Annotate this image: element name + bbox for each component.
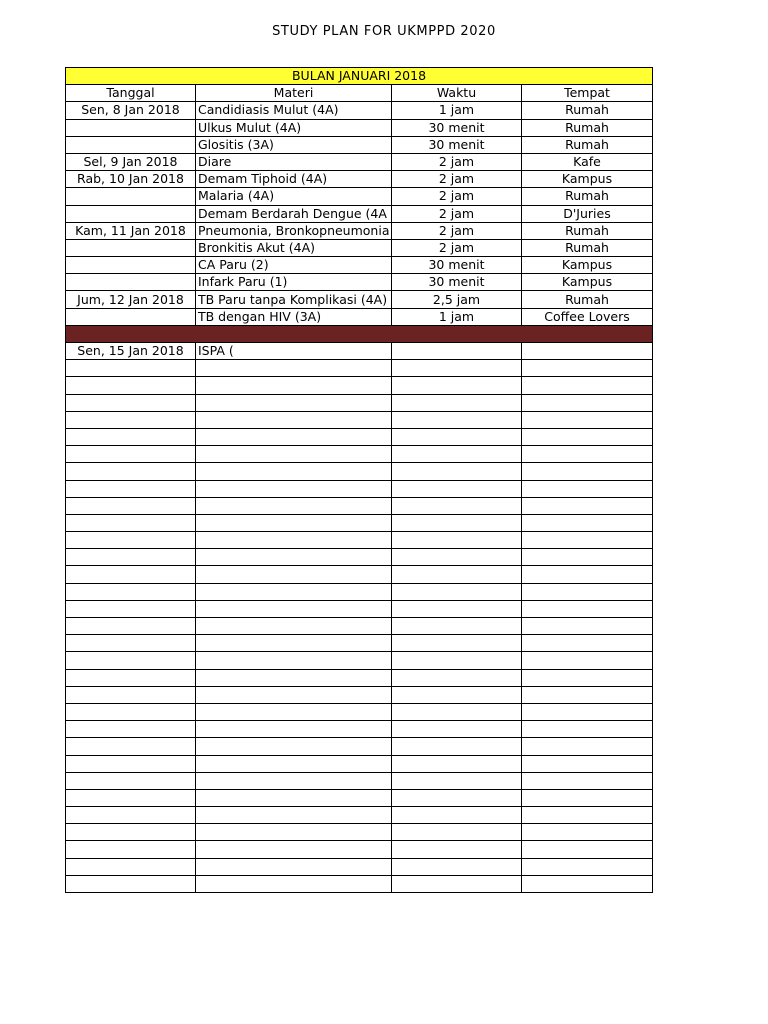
cell-tanggal[interactable] <box>66 257 196 274</box>
table-row <box>66 583 653 600</box>
cell-tempat[interactable] <box>522 721 653 738</box>
cell-waktu[interactable] <box>392 343 522 360</box>
cell-waktu[interactable] <box>392 583 522 600</box>
cell-tempat[interactable] <box>522 583 653 600</box>
table-row <box>66 652 653 669</box>
cell-tempat[interactable]: Rumah <box>522 291 653 308</box>
cell-tempat[interactable] <box>522 514 653 531</box>
cell-tempat[interactable]: Rumah <box>522 119 653 136</box>
table-row <box>66 875 653 892</box>
cell-materi[interactable] <box>196 789 392 806</box>
table-row <box>66 600 653 617</box>
cell-tanggal[interactable] <box>66 669 196 686</box>
cell-materi[interactable] <box>196 394 392 411</box>
cell-tanggal[interactable] <box>66 858 196 875</box>
cell-waktu[interactable]: 2 jam <box>392 153 522 170</box>
cell-tempat[interactable] <box>522 549 653 566</box>
cell-materi[interactable] <box>196 635 392 652</box>
cell-materi[interactable] <box>196 600 392 617</box>
cell-waktu[interactable] <box>392 497 522 514</box>
cell-tempat[interactable]: Kafe <box>522 153 653 170</box>
cell-materi[interactable]: Malaria (4A) <box>196 188 392 205</box>
cell-tanggal[interactable] <box>66 703 196 720</box>
table-row <box>66 841 653 858</box>
cell-tempat[interactable] <box>522 618 653 635</box>
header-materi[interactable]: Materi <box>196 85 392 102</box>
cell-tanggal[interactable] <box>66 652 196 669</box>
table-row <box>66 308 653 325</box>
table-row <box>66 789 653 806</box>
table-row <box>66 738 653 755</box>
cell-tanggal[interactable] <box>66 136 196 153</box>
cell-tanggal[interactable] <box>66 721 196 738</box>
table-row <box>66 136 653 153</box>
cell-waktu[interactable] <box>392 532 522 549</box>
cell-waktu[interactable] <box>392 480 522 497</box>
cell-materi[interactable] <box>196 463 392 480</box>
table-row <box>66 274 653 291</box>
cell-tempat[interactable] <box>522 566 653 583</box>
cell-tanggal[interactable] <box>66 394 196 411</box>
page-title: STUDY PLAN FOR UKMPPD 2020 <box>272 24 496 39</box>
cell-waktu[interactable] <box>392 738 522 755</box>
cell-tempat[interactable] <box>522 343 653 360</box>
cell-materi[interactable] <box>196 721 392 738</box>
cell-waktu[interactable] <box>392 394 522 411</box>
cell-tanggal[interactable] <box>66 618 196 635</box>
cell-tempat[interactable]: Rumah <box>522 136 653 153</box>
cell-waktu[interactable] <box>392 446 522 463</box>
cell-materi[interactable]: Glositis (3A) <box>196 136 392 153</box>
cell-materi[interactable] <box>196 875 392 892</box>
cell-tempat[interactable] <box>522 446 653 463</box>
cell-waktu[interactable]: 2 jam <box>392 188 522 205</box>
cell-tempat[interactable]: Rumah <box>522 239 653 256</box>
cell-tempat[interactable]: Coffee Lovers <box>522 308 653 325</box>
cell-materi[interactable] <box>196 411 392 428</box>
cell-materi[interactable] <box>196 360 392 377</box>
table-row <box>66 807 653 824</box>
table-row <box>66 239 653 256</box>
table-row <box>66 824 653 841</box>
cell-tanggal[interactable]: Rab, 10 Jan 2018 <box>66 171 196 188</box>
cell-waktu[interactable] <box>392 428 522 445</box>
table-row <box>66 703 653 720</box>
cell-tempat[interactable] <box>522 807 653 824</box>
table-row <box>66 343 653 360</box>
cell-tanggal[interactable] <box>66 789 196 806</box>
table-row <box>66 394 653 411</box>
cell-waktu[interactable] <box>392 635 522 652</box>
cell-tempat[interactable] <box>522 772 653 789</box>
cell-tempat[interactable] <box>522 394 653 411</box>
table-row <box>66 446 653 463</box>
cell-materi[interactable] <box>196 532 392 549</box>
cell-materi[interactable] <box>196 428 392 445</box>
table-row <box>66 618 653 635</box>
week-separator-row <box>66 325 653 342</box>
cell-waktu[interactable] <box>392 721 522 738</box>
cell-waktu[interactable] <box>392 652 522 669</box>
cell-tempat[interactable] <box>522 428 653 445</box>
cell-materi[interactable] <box>196 824 392 841</box>
cell-materi[interactable] <box>196 652 392 669</box>
month-header-row <box>66 68 653 85</box>
header-waktu[interactable]: Waktu <box>392 85 522 102</box>
table-row <box>66 514 653 531</box>
cell-waktu[interactable]: 30 menit <box>392 119 522 136</box>
cell-materi[interactable] <box>196 583 392 600</box>
table-row <box>66 566 653 583</box>
study-plan-table <box>65 67 653 893</box>
cell-tempat[interactable]: Kampus <box>522 171 653 188</box>
cell-waktu[interactable]: 2 jam <box>392 205 522 222</box>
table-row <box>66 721 653 738</box>
cell-materi[interactable] <box>196 669 392 686</box>
cell-waktu[interactable] <box>392 549 522 566</box>
cell-materi[interactable]: Infark Paru (1) <box>196 274 392 291</box>
column-header-row <box>66 85 653 102</box>
cell-materi[interactable]: Diare <box>196 153 392 170</box>
cell-materi[interactable] <box>196 858 392 875</box>
cell-tanggal[interactable] <box>66 841 196 858</box>
cell-tanggal[interactable] <box>66 428 196 445</box>
cell-waktu[interactable]: 1 jam <box>392 102 522 119</box>
cell-materi[interactable] <box>196 566 392 583</box>
table-row <box>66 119 653 136</box>
cell-waktu[interactable]: 2 jam <box>392 171 522 188</box>
cell-tempat[interactable] <box>522 755 653 772</box>
cell-waktu[interactable] <box>392 514 522 531</box>
cell-materi[interactable] <box>196 446 392 463</box>
cell-materi[interactable]: Ulkus Mulut (4A) <box>196 119 392 136</box>
table-row <box>66 291 653 308</box>
cell-tanggal[interactable] <box>66 497 196 514</box>
cell-tanggal[interactable] <box>66 188 196 205</box>
table-row <box>66 480 653 497</box>
cell-tanggal[interactable] <box>66 360 196 377</box>
table-row <box>66 635 653 652</box>
cell-tanggal[interactable] <box>66 119 196 136</box>
cell-waktu[interactable]: 30 menit <box>392 136 522 153</box>
cell-tempat[interactable] <box>522 600 653 617</box>
cell-tanggal[interactable] <box>66 875 196 892</box>
cell-tanggal[interactable] <box>66 205 196 222</box>
cell-tempat[interactable]: D'Juries <box>522 205 653 222</box>
cell-tempat[interactable] <box>522 463 653 480</box>
cell-tanggal[interactable] <box>66 532 196 549</box>
cell-tempat[interactable] <box>522 875 653 892</box>
cell-materi[interactable] <box>196 480 392 497</box>
cell-waktu[interactable] <box>392 618 522 635</box>
month-label[interactable]: BULAN JANUARI 2018 <box>66 68 653 85</box>
cell-tanggal[interactable] <box>66 446 196 463</box>
table-row <box>66 360 653 377</box>
table-row <box>66 686 653 703</box>
week-separator-band <box>66 325 653 342</box>
cell-waktu[interactable] <box>392 858 522 875</box>
cell-tanggal[interactable] <box>66 755 196 772</box>
cell-tempat[interactable] <box>522 858 653 875</box>
table-row <box>66 171 653 188</box>
cell-tempat[interactable] <box>522 532 653 549</box>
cell-tanggal[interactable] <box>66 377 196 394</box>
cell-waktu[interactable] <box>392 669 522 686</box>
cell-tanggal[interactable] <box>66 600 196 617</box>
table-row <box>66 858 653 875</box>
cell-tempat[interactable] <box>522 635 653 652</box>
cell-tempat[interactable] <box>522 841 653 858</box>
table-row <box>66 257 653 274</box>
cell-materi[interactable]: TB Paru tanpa Komplikasi (4A) <box>196 291 392 308</box>
cell-tanggal[interactable]: Sen, 8 Jan 2018 <box>66 102 196 119</box>
cell-waktu[interactable] <box>392 755 522 772</box>
cell-waktu[interactable]: 2 jam <box>392 239 522 256</box>
table-row <box>66 497 653 514</box>
cell-tanggal[interactable] <box>66 463 196 480</box>
cell-waktu[interactable] <box>392 377 522 394</box>
cell-materi[interactable] <box>196 377 392 394</box>
cell-materi[interactable] <box>196 738 392 755</box>
cell-tanggal[interactable] <box>66 686 196 703</box>
cell-tempat[interactable] <box>522 703 653 720</box>
cell-tanggal[interactable]: Sel, 9 Jan 2018 <box>66 153 196 170</box>
cell-tanggal[interactable] <box>66 549 196 566</box>
cell-materi[interactable] <box>196 618 392 635</box>
table-row <box>66 428 653 445</box>
cell-tempat[interactable]: Kampus <box>522 274 653 291</box>
table-row <box>66 188 653 205</box>
cell-tempat[interactable] <box>522 411 653 428</box>
table-row <box>66 549 653 566</box>
cell-waktu[interactable] <box>392 703 522 720</box>
cell-tempat[interactable]: Rumah <box>522 188 653 205</box>
cell-waktu[interactable] <box>392 600 522 617</box>
table-row <box>66 222 653 239</box>
cell-tempat[interactable] <box>522 789 653 806</box>
cell-waktu[interactable]: 2 jam <box>392 222 522 239</box>
cell-tanggal[interactable] <box>66 635 196 652</box>
table-row <box>66 102 653 119</box>
cell-materi[interactable]: Bronkitis Akut (4A) <box>196 239 392 256</box>
cell-tanggal[interactable]: Sen, 15 Jan 2018 <box>66 343 196 360</box>
cell-waktu[interactable] <box>392 807 522 824</box>
cell-tanggal[interactable]: Kam, 11 Jan 2018 <box>66 222 196 239</box>
cell-materi[interactable]: TB dengan HIV (3A) <box>196 308 392 325</box>
cell-tempat[interactable]: Rumah <box>522 222 653 239</box>
cell-tempat[interactable] <box>522 686 653 703</box>
table-row <box>66 755 653 772</box>
table-row <box>66 377 653 394</box>
cell-tempat[interactable] <box>522 652 653 669</box>
cell-waktu[interactable] <box>392 411 522 428</box>
cell-materi[interactable] <box>196 497 392 514</box>
cell-tanggal[interactable] <box>66 566 196 583</box>
cell-materi[interactable]: Demam Berdarah Dengue (4A <box>196 205 392 222</box>
cell-materi[interactable] <box>196 686 392 703</box>
cell-waktu[interactable] <box>392 360 522 377</box>
cell-materi[interactable]: CA Paru (2) <box>196 257 392 274</box>
cell-tanggal[interactable] <box>66 480 196 497</box>
cell-tempat[interactable] <box>522 480 653 497</box>
cell-materi[interactable] <box>196 514 392 531</box>
table-row <box>66 772 653 789</box>
cell-tempat[interactable] <box>522 360 653 377</box>
cell-materi[interactable] <box>196 772 392 789</box>
header-tanggal[interactable]: Tanggal <box>66 85 196 102</box>
cell-materi[interactable]: ISPA ( <box>196 343 392 360</box>
cell-materi[interactable] <box>196 549 392 566</box>
cell-tanggal[interactable] <box>66 514 196 531</box>
cell-tanggal[interactable] <box>66 411 196 428</box>
table-row <box>66 205 653 222</box>
cell-tanggal[interactable]: Jum, 12 Jan 2018 <box>66 291 196 308</box>
cell-tanggal[interactable] <box>66 239 196 256</box>
cell-materi[interactable]: Demam Tiphoid (4A) <box>196 171 392 188</box>
cell-waktu[interactable] <box>392 789 522 806</box>
cell-waktu[interactable]: 2,5 jam <box>392 291 522 308</box>
cell-waktu[interactable] <box>392 686 522 703</box>
cell-tempat[interactable] <box>522 824 653 841</box>
table-row <box>66 153 653 170</box>
cell-tanggal[interactable] <box>66 824 196 841</box>
cell-waktu[interactable] <box>392 566 522 583</box>
cell-waktu[interactable]: 30 menit <box>392 257 522 274</box>
cell-waktu[interactable] <box>392 875 522 892</box>
cell-waktu[interactable]: 1 jam <box>392 308 522 325</box>
cell-tempat[interactable] <box>522 738 653 755</box>
cell-waktu[interactable] <box>392 463 522 480</box>
cell-tanggal[interactable] <box>66 583 196 600</box>
cell-tanggal[interactable] <box>66 308 196 325</box>
cell-tempat[interactable]: Rumah <box>522 102 653 119</box>
cell-tempat[interactable] <box>522 377 653 394</box>
cell-materi[interactable] <box>196 703 392 720</box>
table-row <box>66 463 653 480</box>
cell-tempat[interactable] <box>522 497 653 514</box>
table-row <box>66 411 653 428</box>
table-row <box>66 532 653 549</box>
cell-tanggal[interactable] <box>66 807 196 824</box>
table-row <box>66 669 653 686</box>
cell-waktu[interactable] <box>392 824 522 841</box>
cell-materi[interactable] <box>196 807 392 824</box>
cell-tanggal[interactable] <box>66 274 196 291</box>
cell-tempat[interactable]: Kampus <box>522 257 653 274</box>
cell-materi[interactable]: Pneumonia, Bronkopneumonia <box>196 222 392 239</box>
cell-tempat[interactable] <box>522 669 653 686</box>
cell-tanggal[interactable] <box>66 738 196 755</box>
cell-waktu[interactable]: 30 menit <box>392 274 522 291</box>
cell-waktu[interactable] <box>392 772 522 789</box>
cell-materi[interactable] <box>196 841 392 858</box>
header-tempat[interactable]: Tempat <box>522 85 653 102</box>
cell-waktu[interactable] <box>392 841 522 858</box>
cell-materi[interactable] <box>196 755 392 772</box>
cell-tanggal[interactable] <box>66 772 196 789</box>
cell-materi[interactable]: Candidiasis Mulut (4A) <box>196 102 392 119</box>
